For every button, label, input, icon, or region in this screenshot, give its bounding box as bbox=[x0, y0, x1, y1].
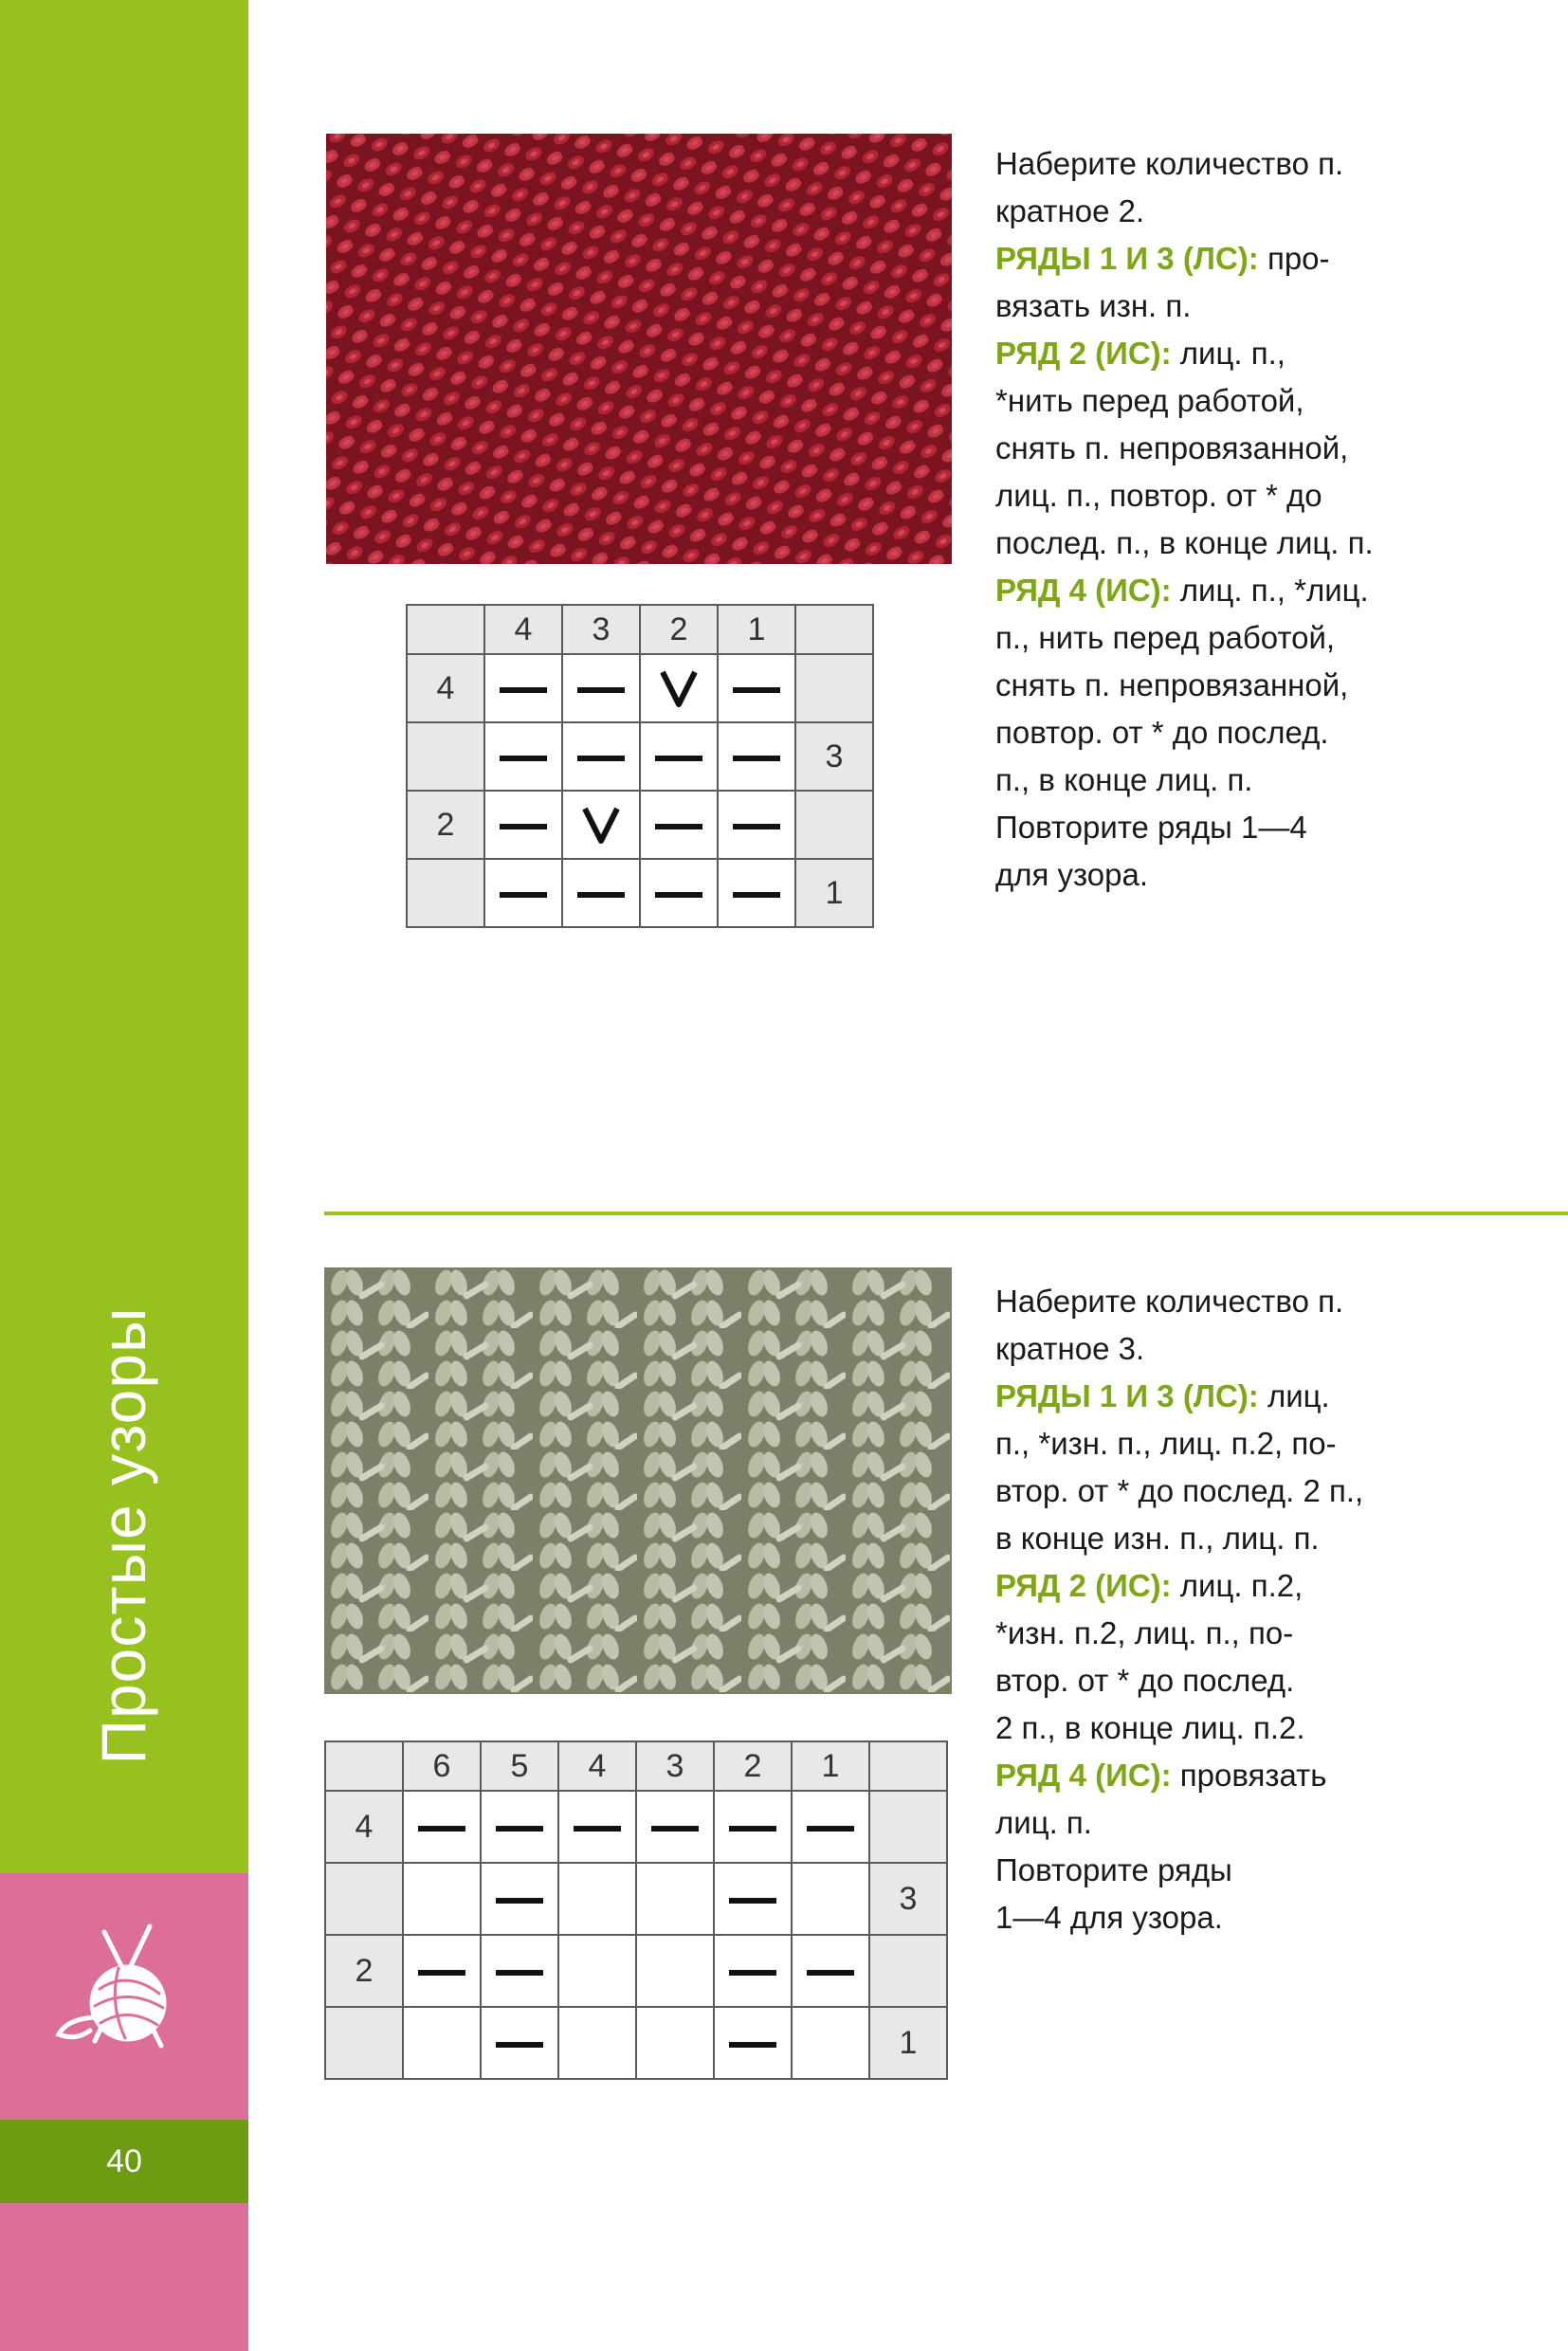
purl-dash-symbol bbox=[792, 1935, 869, 2007]
instruction-text: для узора. bbox=[995, 857, 1149, 892]
section-title: Простые узоры bbox=[88, 1306, 158, 1765]
yarn-ball-with-needles-icon bbox=[38, 1913, 199, 2074]
dash-icon bbox=[733, 687, 780, 693]
chart-column-number: 4 bbox=[484, 605, 562, 654]
purl-dash-symbol bbox=[714, 1863, 792, 1935]
chart-corner-cell bbox=[869, 1741, 947, 1791]
instruction-line bbox=[995, 851, 1526, 899]
empty-stitch-cell bbox=[636, 1863, 714, 1935]
chart-row-number-left bbox=[407, 859, 484, 927]
instruction-text: кратное 2. bbox=[995, 193, 1145, 228]
instruction-line bbox=[995, 1799, 1526, 1847]
instruction-text: 1—4 для узора. bbox=[995, 1900, 1223, 1935]
dash-icon bbox=[733, 892, 780, 898]
chart-column-number: 2 bbox=[640, 605, 718, 654]
chart-corner-cell bbox=[795, 605, 873, 654]
instruction-line bbox=[995, 1373, 1526, 1420]
chart-column-number: 4 bbox=[558, 1741, 636, 1791]
instruction-text: втор. от * до послед. 2 п., bbox=[995, 1473, 1364, 1508]
purl-dash-symbol bbox=[640, 859, 718, 927]
pattern1-instructions bbox=[995, 140, 1526, 899]
instruction-text: лиц. п., повтор. от * до bbox=[995, 478, 1322, 513]
pattern2-chart bbox=[324, 1740, 948, 2080]
chart-row-number-right bbox=[795, 791, 873, 859]
chart-row bbox=[407, 791, 873, 859]
chart-row bbox=[325, 2007, 947, 2079]
instruction-text: лиц. п. bbox=[995, 1805, 1092, 1840]
chart-row-number-left: 2 bbox=[325, 1935, 403, 2007]
dash-icon bbox=[729, 1826, 776, 1832]
instruction-text: п., в конце лиц. п. bbox=[995, 762, 1253, 797]
instruction-line bbox=[995, 425, 1526, 472]
row-heading: РЯД 2 (ИС): bbox=[995, 336, 1172, 371]
instruction-text: *нить перед работой, bbox=[995, 383, 1304, 418]
chart-row-number-right: 1 bbox=[795, 859, 873, 927]
instruction-line bbox=[995, 282, 1526, 330]
instruction-text: Наберите количество п. bbox=[995, 1284, 1344, 1319]
chart-column-number: 6 bbox=[403, 1741, 481, 1791]
v-slip-icon bbox=[579, 803, 623, 847]
sidebar-pink-bottom bbox=[0, 2203, 248, 2351]
chart-row bbox=[407, 722, 873, 791]
instruction-line bbox=[995, 1562, 1526, 1610]
empty-stitch-cell bbox=[558, 1935, 636, 2007]
purl-dash-symbol bbox=[403, 1935, 481, 2007]
chart-row-number-left bbox=[407, 722, 484, 791]
chart-row-number-left bbox=[325, 2007, 403, 2079]
chart-column-number: 3 bbox=[636, 1741, 714, 1791]
pattern1-chart bbox=[406, 604, 874, 928]
instruction-text: про- bbox=[1258, 241, 1330, 276]
dash-icon bbox=[655, 756, 702, 761]
chart-row bbox=[407, 654, 873, 722]
instruction-line bbox=[995, 1467, 1526, 1515]
purl-dash-symbol bbox=[481, 1791, 558, 1863]
instruction-text: Повторите ряды bbox=[995, 1852, 1232, 1887]
purl-dash-symbol bbox=[718, 791, 795, 859]
instruction-text: послед. п., в конце лиц. п. bbox=[995, 525, 1374, 560]
instruction-text: снять п. непровязанной, bbox=[995, 667, 1349, 702]
instruction-line bbox=[995, 377, 1526, 425]
dash-icon bbox=[577, 892, 625, 898]
empty-stitch-cell bbox=[792, 2007, 869, 2079]
purl-dash-symbol bbox=[636, 1791, 714, 1863]
row-heading: РЯД 4 (ИС): bbox=[995, 573, 1172, 608]
dash-icon bbox=[655, 824, 702, 829]
purl-dash-symbol bbox=[484, 654, 562, 722]
instruction-line bbox=[995, 662, 1526, 709]
purl-dash-symbol bbox=[718, 722, 795, 791]
instruction-text: кратное 3. bbox=[995, 1331, 1145, 1366]
instruction-line bbox=[995, 1278, 1526, 1325]
instruction-text: п., *изн. п., лиц. п.2, по- bbox=[995, 1426, 1337, 1461]
dash-icon bbox=[729, 2042, 776, 2048]
instruction-line bbox=[995, 1325, 1526, 1373]
instruction-line bbox=[995, 1894, 1526, 1941]
dash-icon bbox=[496, 1826, 543, 1832]
instruction-text: лиц. п., *лиц. bbox=[1171, 573, 1369, 608]
empty-stitch-cell bbox=[558, 2007, 636, 2079]
purl-dash-symbol bbox=[562, 654, 640, 722]
instruction-line bbox=[995, 1657, 1526, 1704]
dash-icon bbox=[500, 756, 547, 761]
slip-stitch-symbol bbox=[640, 654, 718, 722]
instruction-line bbox=[995, 1420, 1526, 1467]
instruction-line bbox=[995, 614, 1526, 662]
instruction-line bbox=[995, 1515, 1526, 1562]
instruction-line bbox=[995, 188, 1526, 235]
page-number: 40 bbox=[106, 2143, 142, 2179]
instruction-line bbox=[995, 472, 1526, 519]
purl-dash-symbol bbox=[481, 1863, 558, 1935]
chart-row bbox=[407, 859, 873, 927]
purl-dash-symbol bbox=[714, 1791, 792, 1863]
dash-icon bbox=[651, 1826, 699, 1832]
dash-icon bbox=[574, 1826, 621, 1832]
instruction-line bbox=[995, 330, 1526, 377]
chart-row-number-right bbox=[869, 1791, 947, 1863]
instruction-text: провязать bbox=[1171, 1758, 1327, 1793]
instruction-text: 2 п., в конце лиц. п.2. bbox=[995, 1710, 1305, 1745]
empty-stitch-cell bbox=[403, 1863, 481, 1935]
empty-stitch-cell bbox=[636, 1935, 714, 2007]
dash-icon bbox=[500, 824, 547, 829]
dash-icon bbox=[729, 1898, 776, 1904]
purl-dash-symbol bbox=[718, 654, 795, 722]
dash-icon bbox=[655, 892, 702, 898]
instruction-text: лиц. п., bbox=[1171, 336, 1285, 371]
dash-icon bbox=[807, 1970, 854, 1976]
purl-dash-symbol bbox=[640, 791, 718, 859]
dash-icon bbox=[733, 824, 780, 829]
instruction-text: снять п. непровязанной, bbox=[995, 430, 1349, 465]
purl-dash-symbol bbox=[403, 1791, 481, 1863]
purl-dash-symbol bbox=[792, 1791, 869, 1863]
pattern2-instructions bbox=[995, 1278, 1526, 1941]
instruction-line bbox=[995, 519, 1526, 567]
instruction-line bbox=[995, 1752, 1526, 1799]
purl-dash-symbol bbox=[714, 1935, 792, 2007]
instruction-line bbox=[995, 140, 1526, 188]
instruction-line bbox=[995, 709, 1526, 756]
purl-dash-symbol bbox=[562, 722, 640, 791]
purl-dash-symbol bbox=[714, 2007, 792, 2079]
purl-dash-symbol bbox=[481, 2007, 558, 2079]
empty-stitch-cell bbox=[636, 2007, 714, 2079]
row-heading: РЯД 2 (ИС): bbox=[995, 1568, 1172, 1603]
instruction-line bbox=[995, 1610, 1526, 1657]
chart-row-number-right: 3 bbox=[795, 722, 873, 791]
chart-column-number: 5 bbox=[481, 1741, 558, 1791]
chart-row-number-right bbox=[795, 654, 873, 722]
dash-icon bbox=[418, 1970, 465, 1976]
purl-dash-symbol bbox=[484, 791, 562, 859]
dash-icon bbox=[500, 687, 547, 693]
purl-dash-symbol bbox=[484, 859, 562, 927]
chart-column-number: 2 bbox=[714, 1741, 792, 1791]
chart-row-number-right: 3 bbox=[869, 1863, 947, 1935]
chart-row bbox=[325, 1863, 947, 1935]
instruction-line bbox=[995, 756, 1526, 804]
instruction-text: п., нить перед работой, bbox=[995, 620, 1336, 655]
slip-stitch-symbol bbox=[562, 791, 640, 859]
chart-column-number: 1 bbox=[792, 1741, 869, 1791]
instruction-text: лиц. п.2, bbox=[1171, 1568, 1304, 1603]
dash-icon bbox=[577, 687, 625, 693]
instruction-text: Повторите ряды 1—4 bbox=[995, 810, 1307, 845]
chart-row-number-left: 4 bbox=[325, 1791, 403, 1863]
instruction-text: в конце изн. п., лиц. п. bbox=[995, 1521, 1320, 1556]
knit-swatch-photo-grey bbox=[324, 1267, 952, 1694]
instruction-line bbox=[995, 1704, 1526, 1752]
chart-row bbox=[325, 1791, 947, 1863]
chart-row-number-left: 2 bbox=[407, 791, 484, 859]
chart-column-number: 1 bbox=[718, 605, 795, 654]
chart-column-number: 3 bbox=[562, 605, 640, 654]
instruction-line bbox=[995, 235, 1526, 282]
row-heading: РЯДЫ 1 И 3 (ЛС): bbox=[995, 1378, 1259, 1413]
instruction-line bbox=[995, 1847, 1526, 1894]
instruction-text: *изн. п.2, лиц. п., по- bbox=[995, 1615, 1294, 1650]
chart-corner-cell bbox=[407, 605, 484, 654]
purl-dash-symbol bbox=[718, 859, 795, 927]
dash-icon bbox=[577, 756, 625, 761]
empty-stitch-cell bbox=[558, 1863, 636, 1935]
dash-icon bbox=[418, 1826, 465, 1832]
purl-dash-symbol bbox=[484, 722, 562, 791]
chart-corner-cell bbox=[325, 1741, 403, 1791]
dash-icon bbox=[807, 1826, 854, 1832]
instruction-text: вязать изн. п. bbox=[995, 288, 1192, 323]
purl-dash-symbol bbox=[481, 1935, 558, 2007]
dash-icon bbox=[496, 2042, 543, 2048]
instruction-line bbox=[995, 804, 1526, 851]
v-slip-icon bbox=[657, 666, 701, 710]
row-heading: РЯДЫ 1 И 3 (ЛС): bbox=[995, 241, 1259, 276]
dash-icon bbox=[500, 892, 547, 898]
chart-row-number-right: 1 bbox=[869, 2007, 947, 2079]
instruction-text: Наберите количество п. bbox=[995, 146, 1344, 181]
instruction-line bbox=[995, 567, 1526, 614]
purl-dash-symbol bbox=[562, 859, 640, 927]
instruction-text: повтор. от * до послед. bbox=[995, 715, 1329, 750]
knit-swatch-photo-red bbox=[326, 134, 952, 564]
dash-icon bbox=[496, 1898, 543, 1904]
dash-icon bbox=[733, 756, 780, 761]
dash-icon bbox=[496, 1970, 543, 1976]
dash-icon bbox=[729, 1970, 776, 1976]
empty-stitch-cell bbox=[403, 2007, 481, 2079]
chart-row-number-left bbox=[325, 1863, 403, 1935]
instruction-text: втор. от * до послед. bbox=[995, 1663, 1295, 1698]
row-heading: РЯД 4 (ИС): bbox=[995, 1758, 1172, 1793]
instruction-text: лиц. bbox=[1258, 1378, 1330, 1413]
purl-dash-symbol bbox=[558, 1791, 636, 1863]
purl-dash-symbol bbox=[640, 722, 718, 791]
section-divider bbox=[324, 1212, 1568, 1215]
chart-row-number-left: 4 bbox=[407, 654, 484, 722]
chart-row-number-right bbox=[869, 1935, 947, 2007]
chart-row bbox=[325, 1935, 947, 2007]
empty-stitch-cell bbox=[792, 1863, 869, 1935]
